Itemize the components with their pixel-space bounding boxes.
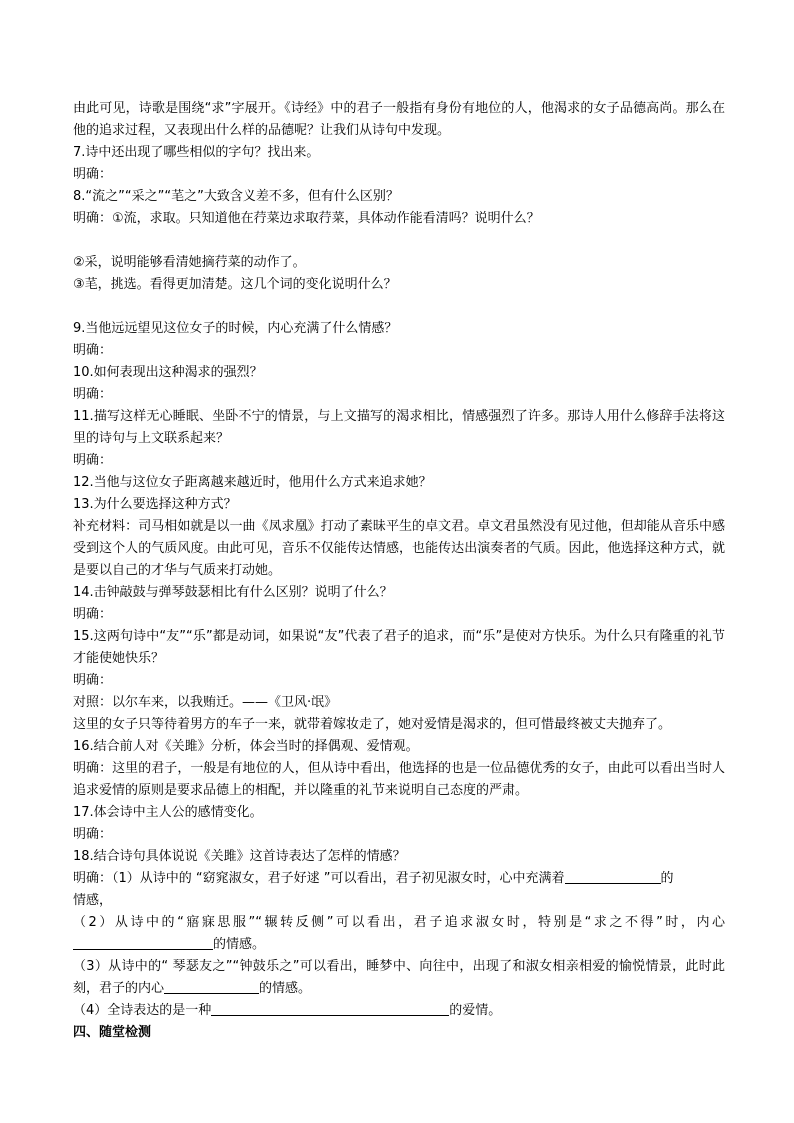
answer-9: 明确：: [73, 343, 113, 358]
fill-blank-4[interactable]: [211, 1002, 449, 1016]
question-15: 15.这两句诗中“友”“乐”都是动词，如果说“友”代表了君子的追求，而“乐”是使对方快乐。为什么只有隆重的礼节才能使她快乐？: [73, 629, 725, 666]
question-8: 8.“流之”“采之”“芼之”大致含义差不多，但有什么区别？: [73, 189, 399, 204]
question-14: 14.击钟敲鼓与弹琴鼓瑟相比有什么区别？说明了什么？: [73, 585, 393, 600]
question-12: 12.当他与这位女子距离越来越近时，他用什么方式来追求她？: [73, 475, 432, 490]
document-body: [73, 98, 725, 1044]
answer-10: 明确：: [73, 387, 113, 402]
answer-18-item-4-text: （4）全诗表达的是一种: [73, 1003, 212, 1018]
fill-blank-3[interactable]: [164, 980, 259, 994]
answer-18-item-1-text: 明确：（1）从诗中的 “窈窕淑女，君子好逑 ”可以看出，君子初见淑女时，心中充满着: [73, 871, 565, 886]
fill-blank-2[interactable]: [73, 936, 213, 950]
question-7: 7.诗中还出现了哪些相似的字句？找出来。: [73, 145, 320, 160]
answer-18-item-3-suffix: 的情感。: [259, 981, 312, 996]
answer-18-item-1: [73, 868, 725, 890]
question-10: 10.如何表现出这种渴求的强烈？: [73, 365, 263, 380]
answer-18-item-1-continued: 情感，: [73, 893, 113, 908]
supplement-13: 补充材料：司马相如就是以一曲《凤求凰》打动了素昧平生的卓文君。卓文君虽然没有见过他，但却能从音乐中感受到这个人的气质风度。由此可见，音乐不仅能传达情感，也能传达出演奏者的气质。因此，他选择这种方式，就是要以自己的才华与气质来打动她。: [73, 519, 725, 578]
answer-16: 明确：这里的君子，一般是有地位的人，但从诗中看出，他选择的也是一位品德优秀的女子，由此可以看出当时人追求爱情的原则是要求品德上的相配，并以隆重的礼节来说明自己态度的严肃。: [73, 761, 725, 798]
question-11: 11.描写这样无心睡眠、坐卧不宁的情景，与上文描写的渴求相比，情感强烈了许多。那诗人用什么修辞手法将这里的诗句与上文联系起来？: [73, 409, 725, 446]
answer-17: 明确：: [73, 827, 113, 842]
answer-18-item-3: [73, 956, 725, 1000]
answer-8-part-3: ③芼，挑选。看得更加清楚。这几个词的变化说明什么？: [73, 277, 397, 292]
section-heading-4: 四、随堂检测: [73, 1025, 152, 1040]
answer-14: 明确：: [73, 607, 113, 622]
answer-18-item-2-suffix: 的情感。: [213, 937, 266, 952]
answer-18-item-2: [73, 912, 725, 956]
question-13: 13.为什么要选择这种方式？: [73, 497, 237, 512]
answer-18-item-4: [73, 1000, 725, 1022]
question-18: 18.结合诗句具体说说《关雎》这首诗表达了怎样的情感？: [73, 849, 406, 864]
answer-18-item-2-text: （2）从诗中的“寤寐思服”“辗转反侧”可以看出，君子追求淑女时，特别是“求之不得”时，内心: [73, 915, 725, 930]
answer-18-item-4-suffix: 的爱情。: [449, 1003, 502, 1018]
question-9: 9.当他远远望见这位女子的时候，内心充满了什么情感？: [73, 321, 398, 336]
question-16: 16.结合前人对《关雎》分析，体会当时的择偶观、爱情观。: [73, 739, 419, 754]
contrast-15-note: 这里的女子只等待着男方的车子一来，就带着嫁妆走了，她对爱情是渴求的，但可惜最终被丈夫抛弃了。: [73, 717, 672, 732]
answer-18-item-3-text: （3）从诗中的“ 琴瑟友之”“钟鼓乐之”可以看出，睡梦中、向往中，出现了和淑女相亲相爱的愉悦情景，此时此刻，君子的内心: [73, 959, 725, 996]
answer-7: 明确：: [73, 167, 113, 182]
contrast-15: 对照：以尔车来，以我贿迁。——《卫风·氓》: [73, 695, 338, 710]
question-17: 17.体会诗中主人公的感情变化。: [73, 805, 263, 820]
answer-8-part-1: 明确：①流，求取。只知道他在荇菜边求取荇菜，具体动作能看清吗？说明什么？: [73, 211, 540, 226]
intro-paragraph: 由此可见，诗歌是围绕“求”字展开。《诗经》中的君子一般指有身份有地位的人，他渴求的女子品德高尚。那么在他的追求过程，又表现出什么样的品德呢？让我们从诗句中发现。: [73, 101, 725, 138]
answer-11: 明确：: [73, 453, 113, 468]
fill-blank-1[interactable]: [565, 870, 661, 884]
answer-18-item-1-suffix: 的: [660, 871, 674, 886]
answer-15: 明确：: [73, 673, 113, 688]
answer-8-part-2: ②采，说明能够看清她摘荇菜的动作了。: [73, 255, 306, 270]
